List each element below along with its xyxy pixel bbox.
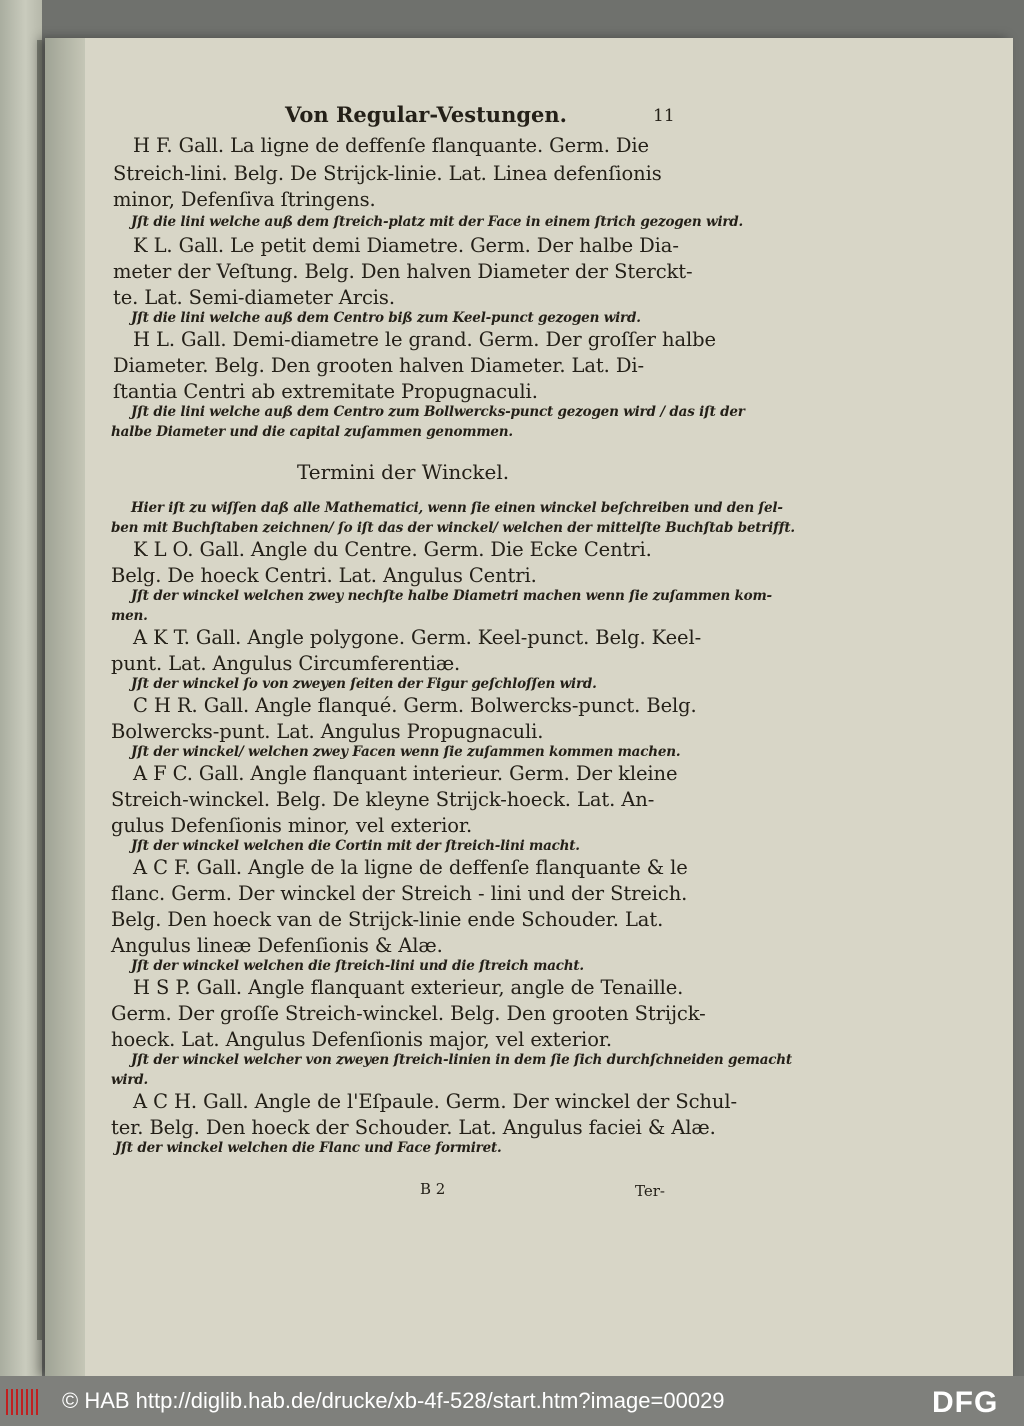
page-number: 11 — [653, 106, 675, 126]
text-line: flanc. Germ. Der winckel der Streich - lini und der Streich. — [111, 882, 688, 905]
gloss-line: Jſt der winckel welchen zwey nechſte halbe Diametri machen wenn ſie zuſammen kom- — [131, 588, 772, 604]
text-line: Belg. Den hoeck van de Strijck-linie ende Schouder. Lat. — [111, 908, 664, 931]
footer-bar — [0, 1376, 1024, 1426]
gloss-line: Jſt die lini welche auß dem Centro zum Bollwercks-punct gezogen wird / das iſt der — [131, 404, 745, 420]
gloss-line: Jſt der winckel/ welchen zwey Facen wenn ſie zuſammen kommen machen. — [131, 744, 681, 760]
gloss-line: Jſt die lini welche auß dem Centro biß zum Keel-punct gezogen wird. — [131, 310, 641, 326]
running-header: Von Regular-Vestungen. — [285, 102, 567, 127]
gloss-line: ben mit Buchſtaben zeichnen/ ſo iſt das der winckel/ welchen der mittelſte Buchſtab betrifft. — [111, 520, 795, 536]
signature-mark: B 2 — [420, 1180, 446, 1198]
text-line: H L. Gall. Demi-diametre le grand. Germ. Der groſſer halbe — [133, 328, 716, 351]
text-line: minor, Defenſiva ſtringens. — [113, 188, 376, 211]
text-line: hoeck. Lat. Angulus Defenſionis major, vel exterior. — [111, 1028, 613, 1051]
gloss-line: Jſt der winckel welcher von zweyen ſtreich-linien in dem ſie ſich durchſchneiden gemacht — [131, 1052, 792, 1068]
text-line: Bolwercks-punt. Lat. Angulus Propugnaculi. — [111, 720, 544, 743]
text-line: Diameter. Belg. Den grooten halven Diameter. Lat. Di- — [113, 354, 644, 377]
text-line: A K T. Gall. Angle polygone. Germ. Keel-punct. Belg. Keel- — [133, 626, 702, 649]
text-line: K L. Gall. Le petit demi Diametre. Germ. Der halbe Dia- — [133, 234, 679, 257]
gloss-line: men. — [111, 608, 148, 624]
hab-logo — [6, 1389, 42, 1415]
gloss-line: Jſt die lini welche auß dem ſtreich-platz mit der Face in einem ſtrich gezogen wird. — [131, 214, 744, 230]
text-line: A C H. Gall. Angle de l'Eſpaule. Germ. Der winckel der Schul- — [133, 1090, 737, 1113]
text-line: C H R. Gall. Angle flanqué. Germ. Bolwercks-punct. Belg. — [133, 694, 697, 717]
text-line: te. Lat. Semi-diameter Arcis. — [113, 286, 395, 309]
catchword: Ter- — [635, 1182, 665, 1200]
text-line: ter. Belg. Den hoeck der Schouder. Lat. Angulus faciei & Alæ. — [111, 1116, 716, 1139]
dfg-logo: DFG — [932, 1386, 999, 1419]
gloss-line: wird. — [111, 1072, 149, 1088]
gloss-line: Jſt der winckel welchen die Cortin mit der ſtreich-lini macht. — [131, 838, 580, 854]
text-line: K L O. Gall. Angle du Centre. Germ. Die Ecke Centri. — [133, 538, 652, 561]
page-gutter — [45, 38, 85, 1376]
book-page — [45, 38, 1013, 1376]
text-line: Belg. De hoeck Centri. Lat. Angulus Centri. — [111, 564, 537, 587]
gloss-line: Jſt der winckel welchen die Flanc und Face formiret. — [115, 1140, 502, 1156]
text-line: Germ. Der groſſe Streich-winckel. Belg. Den grooten Strijck- — [111, 1002, 706, 1025]
text-line: H S P. Gall. Angle flanquant exterieur, angle de Tenaille. — [133, 976, 684, 999]
text-line: ſtantia Centri ab extremitate Propugnaculi. — [113, 380, 538, 403]
text-line: A C F. Gall. Angle de la ligne de deffenſe flanquante & le — [133, 856, 688, 879]
previous-page-edge — [0, 0, 42, 1376]
gloss-line: halbe Diameter und die capital zuſammen genommen. — [111, 424, 513, 440]
text-line: Streich-winckel. Belg. De kleyne Strijck-hoeck. Lat. An- — [111, 788, 655, 811]
text-line: gulus Defenſionis minor, vel exterior. — [111, 814, 473, 837]
gloss-line: Jſt der winckel ſo von zweyen ſeiten der Figur geſchloſſen wird. — [131, 676, 597, 692]
text-line: meter der Veſtung. Belg. Den halven Diameter der Sterckt- — [113, 260, 693, 283]
section-heading: Termini der Winckel. — [297, 460, 510, 484]
gloss-line: Hier iſt zu wiſſen daß alle Mathematici, wenn ſie einen winckel beſchreiben und den ſel- — [131, 500, 783, 516]
text-line: Streich-lini. Belg. De Strijck-linie. Lat. Linea defenſionis — [113, 162, 662, 185]
text-line: punt. Lat. Angulus Circumferentiæ. — [111, 652, 461, 675]
gloss-line: Jſt der winckel welchen die ſtreich-lini und die ſtreich macht. — [131, 958, 584, 974]
text-line: Angulus lineæ Defenſionis & Alæ. — [111, 934, 443, 957]
text-line: H F. Gall. La ligne de deffenſe flanquante. Germ. Die — [133, 134, 650, 157]
text-line: A F C. Gall. Angle flanquant interieur. Germ. Der kleine — [133, 762, 678, 785]
copyright-link[interactable]: © HAB http://diglib.hab.de/drucke/xb-4f-528/start.htm?image=00029 — [62, 1388, 725, 1413]
